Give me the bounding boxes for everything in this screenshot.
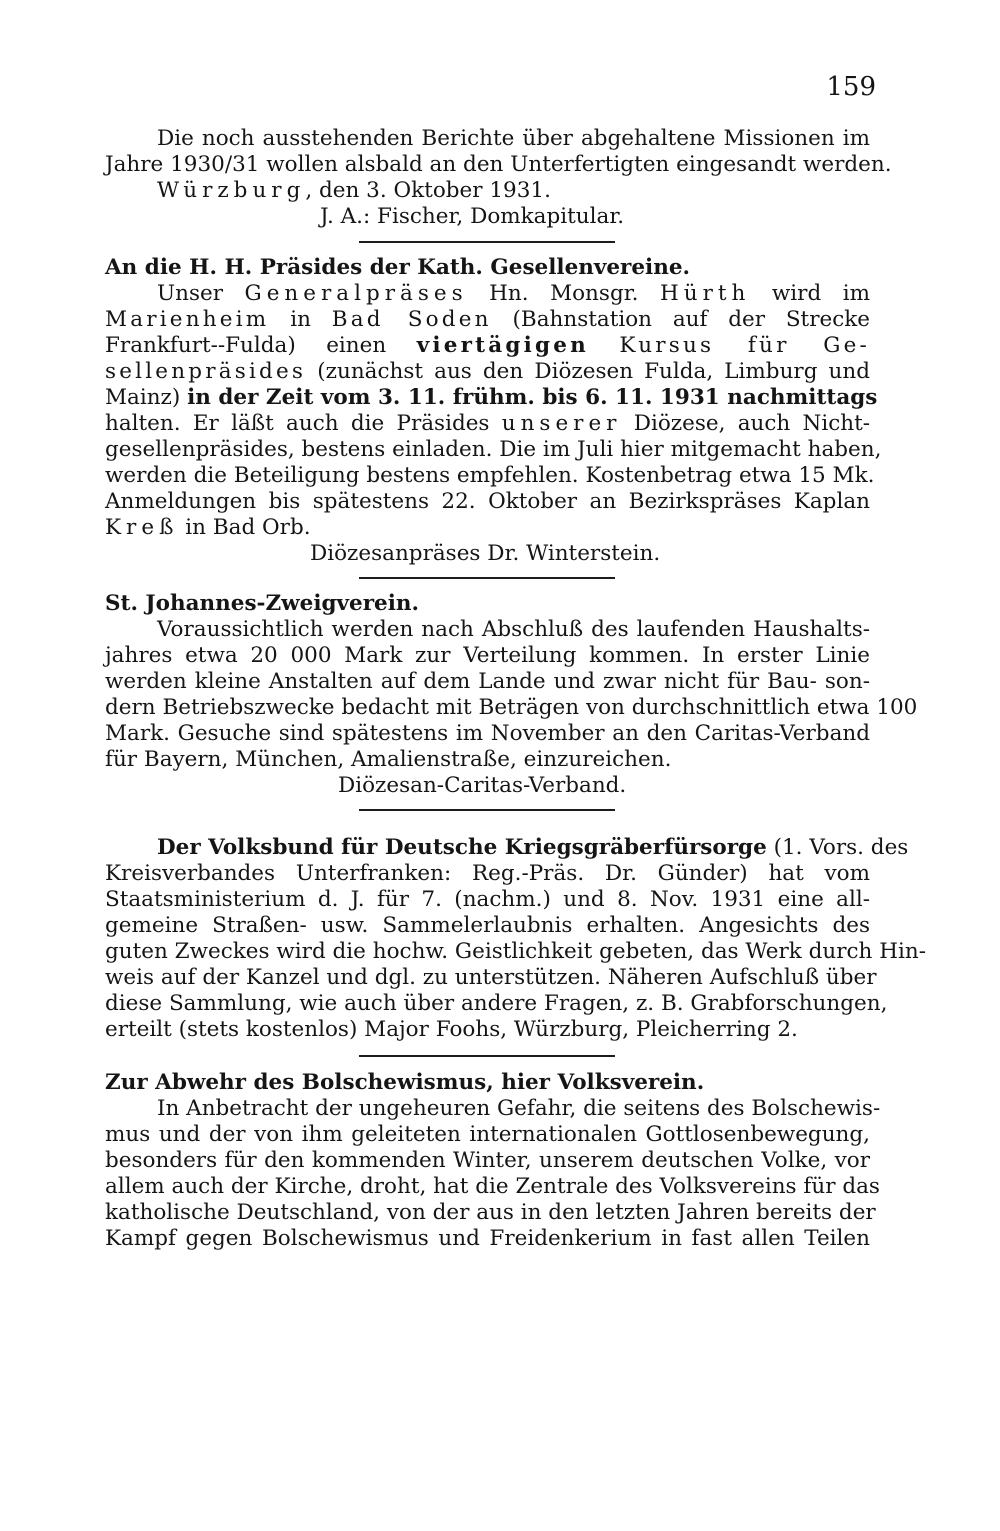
spaced-run: Kreß [105, 515, 179, 540]
section-divider [359, 1055, 615, 1057]
body-line: besonders für den kommenden Winter, unserem deutschen Volke, vor [105, 1148, 870, 1173]
text-run: in [269, 307, 332, 332]
text-run: Hn. Monsgr. [467, 281, 660, 306]
body-line: weis auf der Kanzel und dgl. zu unterstützen. Näheren Aufschluß über [105, 965, 877, 990]
body-line: guten Zweckes wird die hochw. Geistlichkeit gebeten, das Werk durch Hin- [105, 939, 926, 964]
section-heading: An die H. H. Präsides der Kath. Gesellenvereine. [105, 255, 691, 280]
text-run: Mainz) [105, 385, 188, 410]
body-line: Anmeldungen bis spätestens 22. Oktober an Bezirkspräses Kaplan [105, 489, 870, 514]
text-run: (zunächst aus den Diözesen Fulda, Limburg und [306, 359, 870, 384]
body-line: mus und der von ihm geleiteten internationalen Gottlosenbewegung, [105, 1122, 870, 1147]
body-line: Kampf gegen Bolschewismus und Freidenkerium in fast allen Teilen [105, 1226, 870, 1251]
body-line: dern Betriebszwecke bedacht mit Beträgen von durchschnittlich etwa 100 [105, 695, 918, 720]
spaced-run: Marienheim [105, 307, 270, 332]
body-line [105, 359, 870, 385]
body-line [105, 385, 878, 411]
spaced-run: Hürth [659, 281, 751, 306]
text-run: Frankfurt--Fulda) einen [105, 333, 417, 358]
text-run [589, 333, 619, 358]
text-run: (Bahnstation auf der Strecke [491, 307, 870, 332]
text-run: in Bad Orb. [178, 515, 311, 540]
body-line: gemeine Straßen- usw. Sammelerlaubnis erhalten. Angesichts des [105, 913, 870, 938]
body-line: für Bayern, München, Amalienstraße, einzureichen. [105, 747, 672, 772]
body-line: diese Sammlung, wie auch über andere Fragen, z. B. Grabforschungen, [105, 991, 888, 1016]
gesellenvereine-notice [105, 255, 882, 567]
spaced-run: Generalpräses [244, 281, 468, 306]
spaced-run: Bad Soden [331, 307, 492, 332]
bolschewismus-notice [105, 1070, 881, 1252]
missions-notice [105, 126, 892, 230]
volksbund-notice [105, 835, 926, 1043]
signature: J. A.: Fischer, Domkapitular. [320, 204, 625, 229]
bold-run: in der Zeit vom 3. 11. frühm. bis 6. 11. 1931 nachmittags [187, 385, 878, 410]
body-line [105, 307, 870, 333]
body-line [105, 411, 870, 437]
text-run: (1. Vors. des [766, 835, 909, 860]
page-number: 159 [826, 72, 876, 102]
spaced-run: Kursus für Ge- [619, 333, 871, 358]
text-run: Diözese, auch Nicht- [621, 411, 870, 436]
body-line [105, 281, 870, 307]
dateline-date: , den 3. Oktober 1931. [305, 178, 551, 203]
dateline-place: Würzburg [157, 178, 306, 203]
body-line [105, 835, 909, 861]
text-run: wird im [750, 281, 870, 306]
body-line: gesellenpräsides, bestens einladen. Die im Juli hier mitgemacht haben, [105, 437, 882, 462]
text-column [105, 126, 926, 1252]
body-line: Die noch ausstehenden Berichte über abgehaltene Missionen im [157, 126, 870, 151]
body-line: Mark. Gesuche sind spätestens im November an den Caritas-Verband [105, 721, 870, 746]
section-divider [359, 577, 615, 579]
dateline [105, 178, 870, 204]
johannes-zweigverein-notice [105, 591, 918, 799]
signature: Diözesan-Caritas-Verband. [338, 773, 627, 798]
section-divider [359, 241, 615, 243]
body-line [105, 515, 870, 541]
body-line: werden kleine Anstalten auf dem Lande und zwar nicht für Bau- son- [105, 669, 870, 694]
body-line: erteilt (stets kostenlos) Major Foohs, Würzburg, Pleicherring 2. [105, 1017, 798, 1042]
bold-run: Der Volksbund für Deutsche Kriegsgräberfürsorge [157, 835, 767, 860]
section-heading: Zur Abwehr des Bolschewismus, hier Volksverein. [105, 1070, 705, 1095]
section-heading: St. Johannes-Zweigverein. [105, 591, 420, 616]
text-run: halten. Er läßt auch die Präsides [105, 411, 502, 436]
text-run: Unser [157, 281, 245, 306]
body-line: Staatsministerium d. J. für 7. (nachm.) und 8. Nov. 1931 eine all- [105, 887, 870, 912]
signature: Diözesanpräses Dr. Winterstein. [310, 541, 661, 566]
body-line [105, 333, 870, 359]
bold-run: viertägigen [416, 333, 589, 358]
body-line: katholische Deutschland, von der aus in den letzten Jahren bereits der [105, 1200, 876, 1225]
body-line: Jahre 1930/31 wollen alsbald an den Unterfertigten eingesandt werden. [105, 152, 892, 177]
spaced-run: sellenpräsides [105, 359, 307, 384]
body-line: werden die Beteiligung bestens empfehlen. Kostenbetrag etwa 15 Mk. [105, 463, 875, 488]
body-line: Kreisverbandes Unterfranken: Reg.-Präs. Dr. Günder) hat vom [105, 861, 870, 886]
section-divider [359, 809, 615, 811]
body-line: In Anbetracht der ungeheuren Gefahr, die seitens des Bolschewis- [157, 1096, 881, 1121]
body-line: allem auch der Kirche, droht, hat die Zentrale des Volksvereins für das [105, 1174, 880, 1199]
body-line: jahres etwa 20 000 Mark zur Verteilung kommen. In erster Linie [105, 643, 870, 668]
body-line: Voraussichtlich werden nach Abschluß des laufenden Haushalts- [157, 617, 870, 642]
spaced-run: unserer [501, 411, 622, 436]
